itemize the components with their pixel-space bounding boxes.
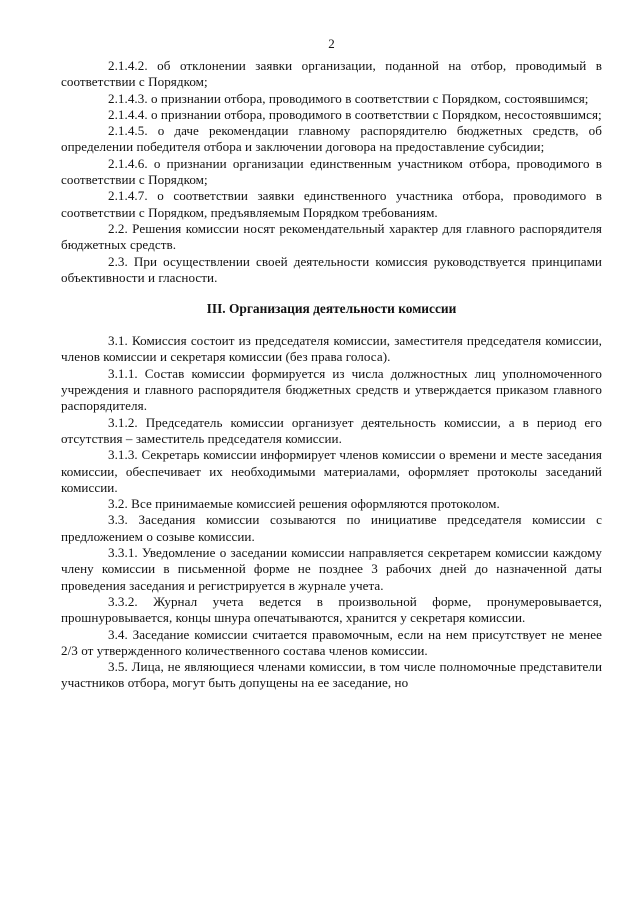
paragraph-2-1-4-3: 2.1.4.3. о признании отбора, проводимого в соответствии с Порядком, состоявшимся;	[108, 90, 589, 106]
paragraph-2-1-4-2: 2.1.4.2. об отклонении заявки организации, поданной на отбор, проводимый в соответствии с Порядком;	[61, 58, 602, 90]
section-spacer	[61, 317, 602, 333]
paragraph-3-1-3: 3.1.3. Секретарь комиссии информирует членов комиссии о времени и месте заседания комиссии, обеспечивает их необходимыми материалами, оформляет протоколы заседаний комиссии.	[61, 447, 602, 495]
paragraph-3-4: 3.4. Заседание комиссии считается правомочным, если на нем присутствует не менее 2/3 от утвержденного количественного состава членов комиссии.	[61, 626, 602, 658]
paragraph-3-1-2: 3.1.2. Председатель комиссии организует деятельность комиссии, а в период его отсутствия – заместитель председателя комиссии.	[61, 414, 602, 446]
paragraph-3-3-2: 3.3.2. Журнал учета ведется в произвольной форме, пронумеровывается, прошнуровывается, концы шнура опечатываются, хранится у секретаря комиссии.	[61, 593, 602, 626]
paragraph-3-2: 3.2. Все принимаемые комиссией решения оформляются протоколом.	[108, 496, 500, 512]
paragraph-3-3: 3.3. Заседания комиссии созываются по инициативе председателя комиссии с предложением о созыве комиссии.	[61, 512, 602, 544]
page-number: 2	[328, 36, 335, 51]
section-heading: III. Организация деятельности комиссии	[206, 301, 457, 317]
paragraph-3-5: 3.5. Лица, не являющиеся членами комиссии, в том числе полномочные представители участников отбора, могут быть допущены на ее заседание, но	[61, 659, 602, 691]
paragraph-2-1-4-6: 2.1.4.6. о признании организации единственным участником отбора, проводимого в соответствии с Порядком;	[61, 155, 602, 188]
paragraph-3-3-1: 3.3.1. Уведомление о заседании комиссии направляется секретарем комиссии каждому члену комиссии в письменной форме не позднее 3 рабочих дней до назначенной даты проведения заседания и регистрируется в журнале учета.	[61, 545, 602, 593]
paragraph-2-3: 2.3. При осуществлении своей деятельности комиссия руководствуется принципами объективности и гласности.	[61, 253, 602, 285]
paragraph-2-1-4-7: 2.1.4.7. о соответствии заявки единственного участника отбора, проводимого в соответствии с Порядком, предъявляемым Порядком требованиям.	[61, 188, 602, 220]
paragraph-2-1-4-4: 2.1.4.4. о признании отбора, проводимого в соответствии с Порядком, несостоявшимся;	[108, 106, 602, 122]
paragraph-2-1-4-5: 2.1.4.5. о даче рекомендации главному распорядителю бюджетных средств, об определении победителя отбора и заключении договора на предоставление субсидии;	[61, 123, 602, 155]
paragraph-3-1-1: 3.1.1. Состав комиссии формируется из числа должностных лиц уполномоченного учреждения и главного распорядителя бюджетных средств и утверждается приказом главного распорядителя.	[61, 365, 602, 414]
section-spacer	[61, 286, 602, 300]
paragraph-2-2: 2.2. Решения комиссии носят рекомендательный характер для главного распорядителя бюджетных средств.	[61, 220, 602, 253]
paragraph-3-1: 3.1. Комиссия состоит из председателя комиссии, заместителя председателя комиссии, членов комиссии и секретаря комиссии (без права голоса).	[61, 333, 602, 365]
